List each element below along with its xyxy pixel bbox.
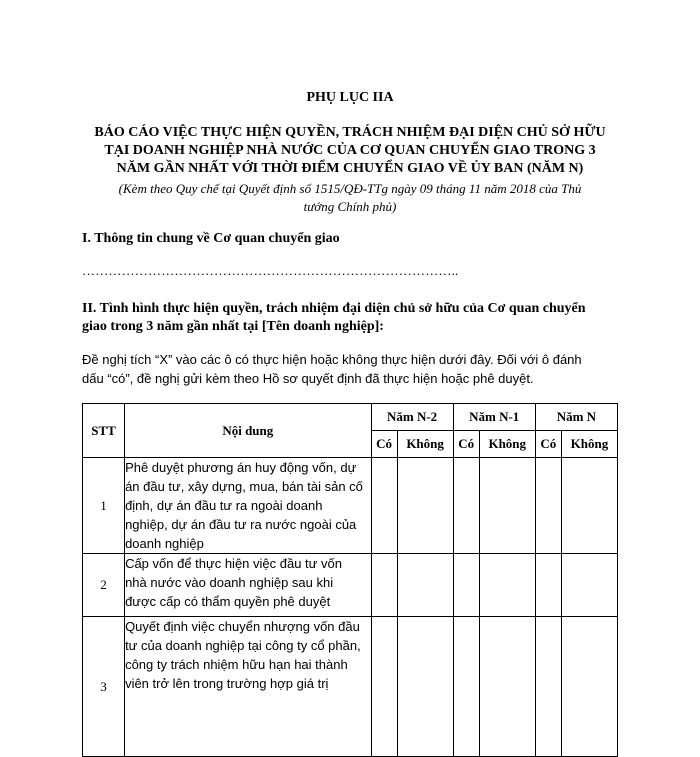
checkbox-cell[interactable] bbox=[561, 617, 617, 757]
checkbox-cell[interactable] bbox=[479, 617, 535, 757]
checkbox-cell[interactable] bbox=[371, 617, 397, 757]
report-title-line: TẠI DOANH NGHIỆP NHÀ NƯỚC CỦA CƠ QUAN CHUYỂN GIAO TRONG 3 bbox=[104, 143, 596, 158]
row-number: 3 bbox=[83, 617, 125, 757]
report-title bbox=[80, 124, 620, 178]
checkbox-cell[interactable] bbox=[397, 458, 453, 554]
table-row bbox=[83, 458, 618, 554]
report-title-line: BÁO CÁO VIỆC THỰC HIỆN QUYỀN, TRÁCH NHIỆM ĐẠI DIỆN CHỦ SỞ HỮU bbox=[94, 125, 606, 140]
header-content: Nội dung bbox=[125, 404, 371, 458]
checkbox-cell[interactable] bbox=[397, 554, 453, 617]
report-table bbox=[82, 403, 618, 757]
checkbox-cell[interactable] bbox=[535, 554, 561, 617]
header-no: Không bbox=[561, 431, 617, 458]
checkbox-cell[interactable] bbox=[453, 554, 479, 617]
decision-reference-line: tướng Chính phủ) bbox=[303, 199, 397, 214]
row-content-line: nhà nước vào doanh nghiệp sau khi bbox=[125, 575, 334, 590]
row-content-line: công ty trách nhiệm hữu hạn hai thành bbox=[125, 657, 348, 672]
checkbox-cell[interactable] bbox=[453, 458, 479, 554]
instruction-note bbox=[82, 350, 622, 388]
decision-reference bbox=[80, 180, 620, 216]
row-content bbox=[125, 554, 371, 617]
row-content bbox=[125, 617, 371, 757]
row-content-line: nghiệp, dự án đầu tư ra nước ngoài của bbox=[125, 517, 357, 532]
checkbox-cell[interactable] bbox=[535, 617, 561, 757]
row-content-line: Phê duyệt phương án huy động vốn, dự bbox=[125, 460, 357, 475]
checkbox-cell[interactable] bbox=[371, 554, 397, 617]
checkbox-cell[interactable] bbox=[479, 458, 535, 554]
row-number: 2 bbox=[83, 554, 125, 617]
section-2-heading-line: II. Tình hình thực hiện quyền, trách nhiệm đại diện chủ sở hữu của Cơ quan chuyển bbox=[82, 301, 586, 316]
section-2-heading bbox=[82, 300, 622, 336]
table-row bbox=[83, 617, 618, 757]
row-content bbox=[125, 458, 371, 554]
header-year-n: Năm N bbox=[535, 404, 617, 431]
header-yes: Có bbox=[371, 431, 397, 458]
section-1-heading: I. Thông tin chung về Cơ quan chuyển giao bbox=[82, 231, 340, 246]
instruction-note-line: dấu “có”, đề nghị gửi kèm theo Hồ sơ quyết định đã thực hiện hoặc phê duyệt. bbox=[82, 371, 534, 386]
checkbox-cell[interactable] bbox=[561, 458, 617, 554]
checkbox-cell[interactable] bbox=[479, 554, 535, 617]
table-row bbox=[83, 554, 618, 617]
checkbox-cell[interactable] bbox=[371, 458, 397, 554]
row-content-line: án đầu tư, xây dựng, mua, bán tài sản cố bbox=[125, 479, 363, 494]
section-1-fill-line: ………………………………………………………………………….. bbox=[82, 263, 459, 278]
row-content-line: viên trở lên trong trường hợp giá trị bbox=[125, 676, 329, 691]
header-yes: Có bbox=[535, 431, 561, 458]
row-content-line: Cấp vốn để thực hiện việc đầu tư vốn bbox=[125, 556, 342, 571]
checkbox-cell[interactable] bbox=[561, 554, 617, 617]
instruction-note-line: Đề nghị tích “X” vào các ô có thực hiện hoặc không thực hiện dưới đây. Đối với ô đánh bbox=[82, 352, 582, 367]
appendix-title: PHỤ LỤC IIA bbox=[306, 90, 394, 105]
header-year-n-2: Năm N-2 bbox=[371, 404, 453, 431]
header-year-n-1: Năm N-1 bbox=[453, 404, 535, 431]
row-content-line: định, dự án đầu tư ra ngoài doanh bbox=[125, 498, 323, 513]
checkbox-cell[interactable] bbox=[535, 458, 561, 554]
section-2-heading-line: giao trong 3 năm gần nhất tại [Tên doanh nghiệp]: bbox=[82, 319, 384, 334]
header-no: Không bbox=[479, 431, 535, 458]
row-number: 1 bbox=[83, 458, 125, 554]
row-content-line: tư của doanh nghiệp tại công ty cổ phần, bbox=[125, 638, 361, 653]
checkbox-cell[interactable] bbox=[397, 617, 453, 757]
header-yes: Có bbox=[453, 431, 479, 458]
header-stt: STT bbox=[83, 404, 125, 458]
header-no: Không bbox=[397, 431, 453, 458]
row-content-line: được cấp có thẩm quyền phê duyệt bbox=[125, 594, 331, 609]
row-content-line: doanh nghiệp bbox=[125, 536, 204, 551]
table-header-row bbox=[83, 404, 618, 431]
checkbox-cell[interactable] bbox=[453, 617, 479, 757]
report-title-line: NĂM GẦN NHẤT VỚI THỜI ĐIỂM CHUYỂN GIAO VỀ ỦY BAN (NĂM N) bbox=[116, 161, 584, 176]
row-content-line: Quyết định việc chuyển nhượng vốn đầu bbox=[125, 619, 360, 634]
decision-reference-line: (Kèm theo Quy chế tại Quyết định số 1515/QĐ-TTg ngày 09 tháng 11 năm 2018 của Thủ bbox=[118, 181, 582, 196]
